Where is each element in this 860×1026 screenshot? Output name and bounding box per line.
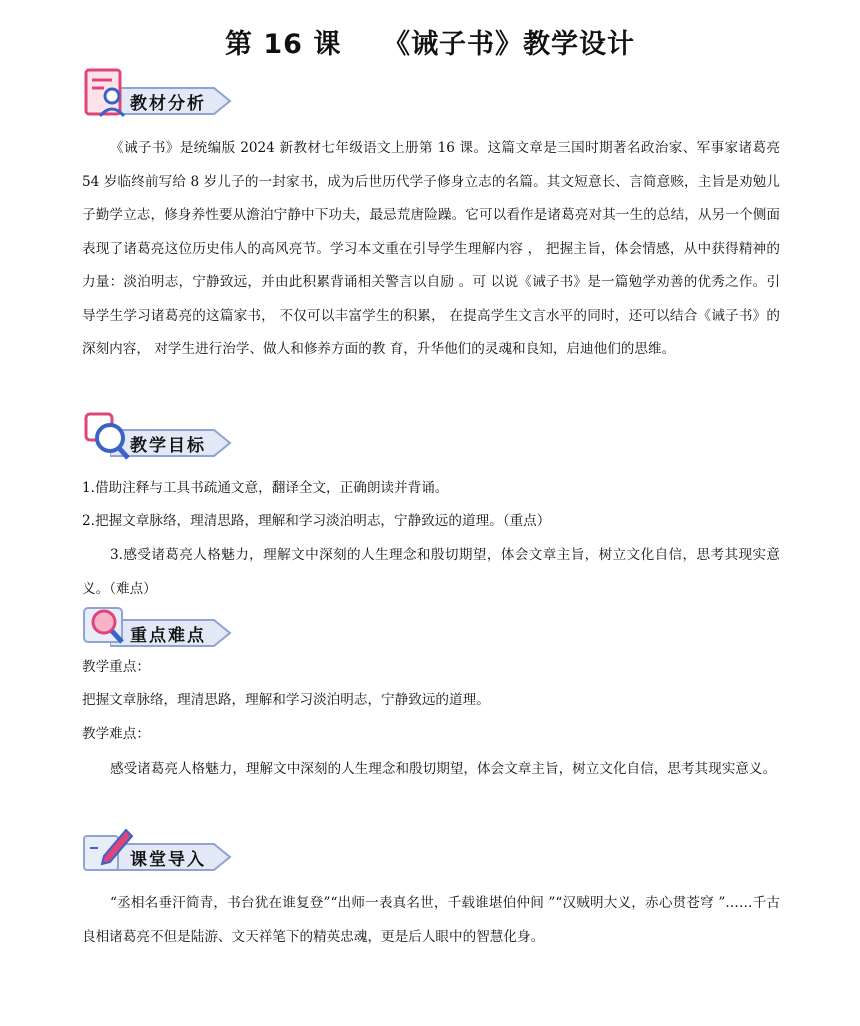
goal-item-1: 1.借助注释与工具书疏通文意，翻译全文，正确朗读并背诵。 [82,480,449,496]
focus-label: 教学重点： [82,659,150,675]
section-title-analysis: 教材分析 [130,94,206,114]
goal-item-2: 2.把握文章脉络，理清思路，理解和学习淡泊明志，宁静致远的道理。（重点） [82,513,551,529]
section-header-intro [82,822,242,880]
document-person-icon [82,66,134,122]
section-header-keypoints [82,598,242,656]
goal-item-3: 3.感受诸葛亮人格魅力，理解文中深刻的人生理念和殷切期望，体会文章主旨，树立文化自信，思考其现实意义。（难点） [82,547,780,597]
section-header-analysis [82,66,242,124]
analysis-paragraph: 《诫子书》是统编版 2024 新教材七年级语文上册第 16 课。这篇文章是三国时期著名政治家、军事家诸葛亮 54 岁临终前写给 8 岁儿子的一封家书，成为后世历代学子修身立志的名篇。其文短意长、言简意赅，主旨是劝勉儿子勤学立志，修身养性要从澹泊宁静中下功夫，最忌荒唐险躁。它可以看作是诸葛亮对其一生的总结，从另一个侧面表现了诸葛亮这位历史伟人的高风亮节。学习本文重在引导学生理解内容 ， 把握主旨，体会情感，从中获得精神的力量：淡泊明志，宁静致远，并由此积累背诵相关警言以自励 。可 以说《诫子书》是一篇勉学劝善的优秀之作。引导学生学习诸葛亮的这篇家书， 不仅可以丰富学生的积累， 在提高学生文言水平的同时，还可以结合《诫子书》的深刻内容， 对学生进行治学、做人和修养方面的教 育，升华他们的灵魂和良知，启迪他们的思维。 [82,140,780,357]
magnifier-icon [82,598,134,654]
page-title: 第 16 课 《诫子书》教学设计 [225,29,635,60]
difficulty-label: 教学难点： [82,726,150,742]
intro-paragraph: “丞相名垂汗简青，书台犹在谁复登”“出师一表真名世，千载谁堪伯仲间 ”“汉贼明大义，赤心贯苍穹 ”……千古良相诸葛亮不但是陆游、文天祥笔下的精英忠魂，更是后人眼中的智慧化身。 [82,895,780,945]
difficulty-text: 感受诸葛亮人格魅力，理解文中深刻的人生理念和殷切期望，体会文章主旨，树立文化自信，思考其现实意义。 [110,761,777,777]
focus-text: 把握文章脉络，理清思路，理解和学习淡泊明志，宁静致远的道理。 [82,692,490,708]
section-title-keypoints: 重点难点 [130,626,206,646]
magnifier-target-icon [82,408,134,464]
section-title-intro: 课堂导入 [130,850,206,870]
pencil-paper-icon [82,822,134,878]
section-title-goals: 教学目标 [130,436,206,456]
section-header-goals [82,408,242,466]
